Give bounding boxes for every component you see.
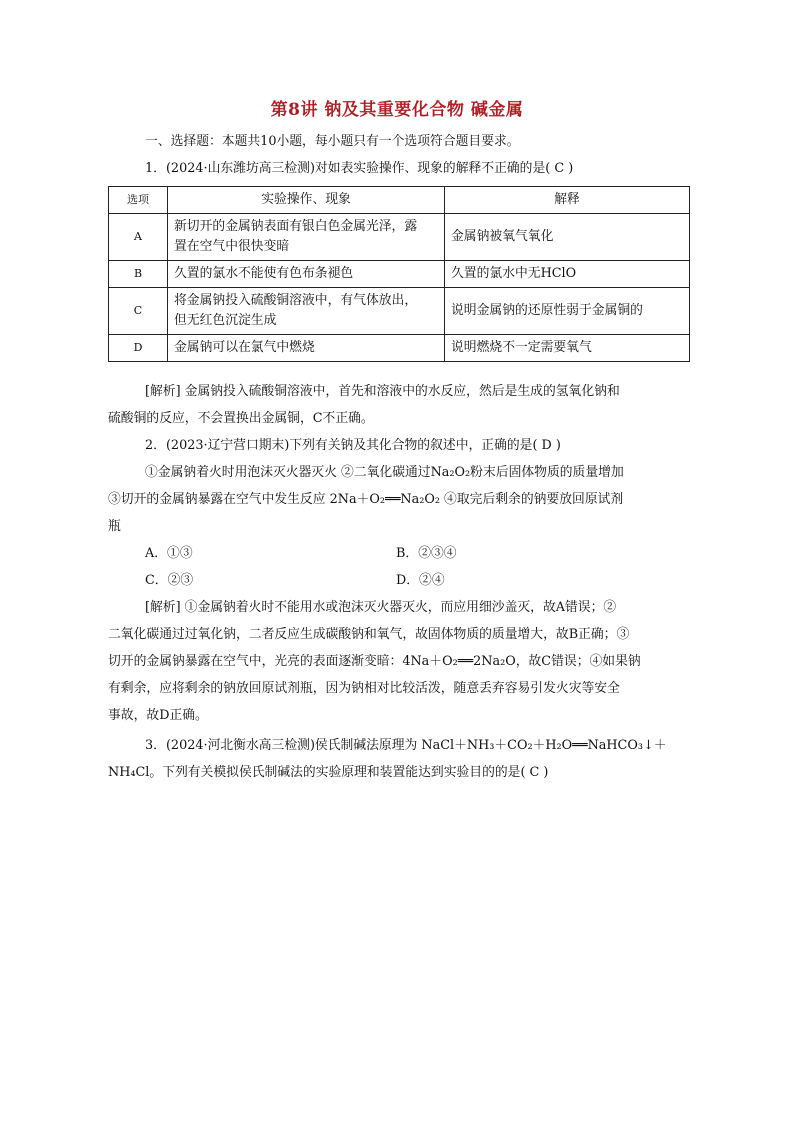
operation-line: 久置的氯水不能使有色布条褪色	[174, 266, 354, 281]
table-header-cell: 选项	[109, 187, 168, 214]
question-2-analysis-line: 二氧化碳通过过氧化钠，二者反应生成碳酸钠和氧气，故固体物质的质量增大，故B正确；③	[108, 627, 630, 642]
question-2-item-line: ③切开的金属钠暴露在空气中发生反应 2Na＋O₂══Na₂O₂ ④取完后剩余的钠要放回原试剂	[108, 492, 624, 507]
table-cell-explanation: 说明燃烧不一定需要氧气	[445, 335, 690, 362]
operation-line: 新切开的金属钠表面有银白色金属光泽，露	[174, 219, 418, 234]
question-2-analysis-line: 切开的金属钠暴露在空气中，光亮的表面逐渐变暗：4Na＋O₂══2Na₂O，故C错误；④如果钠	[108, 654, 641, 669]
question-2-option-d: D．②④	[396, 573, 445, 588]
question-1-analysis-line: [解析] 金属钠投入硫酸铜溶液中，首先和溶液中的水反应，然后是生成的氢氧化钠和	[145, 384, 620, 399]
table-row	[109, 288, 690, 335]
table-cell-option: A	[109, 214, 168, 261]
question-1-analysis-line: 硫酸铜的反应，不会置换出金属铜，C不正确。	[108, 411, 374, 426]
question-2-analysis-line: 有剩余，应将剩余的钠放回原试剂瓶，因为钠相对比较活泼，随意丢弃容易引发火灾等安全	[108, 681, 620, 696]
table-header-cell: 解释	[445, 187, 690, 214]
question-2-item-line: ①金属钠着火时用泡沫灭火器灭火 ②二氧化碳通过Na₂O₂粉末后固体物质的质量增加	[145, 465, 624, 480]
question-2-option-b: B．②③④	[396, 546, 457, 561]
question-2-option-a: A．①③	[145, 546, 193, 561]
question-1-table	[108, 186, 690, 362]
table-row	[109, 214, 690, 261]
operation-line: 将金属钠投入硫酸铜溶液中，有气体放出，	[174, 293, 418, 308]
operation-line: 金属钠可以在氯气中燃烧	[174, 340, 315, 355]
question-1-stem: 1．(2024·山东潍坊高三检测)对如表实验操作、现象的解释不正确的是( C )	[145, 161, 574, 176]
table-row	[109, 261, 690, 288]
question-2-stem: 2．(2023·辽宁营口期末)下列有关钠及其化合物的叙述中，正确的是( D )	[145, 438, 561, 453]
question-2-analysis-line: 事故，故D正确。	[108, 708, 208, 723]
table-cell-option: D	[109, 335, 168, 362]
page-title: 第8讲 钠及其重要化合物 碱金属	[270, 100, 524, 120]
operation-line: 置在空气中很快变暗	[174, 239, 290, 254]
question-3-stem-line: NH₄Cl。下列有关模拟侯氏制碱法的实验原理和装置能达到实验目的的是( C )	[108, 765, 549, 780]
table-header-cell: 实验操作、现象	[168, 187, 445, 214]
table-cell-option: B	[109, 261, 168, 288]
table-cell-operation	[168, 335, 445, 362]
table-cell-explanation: 说明金属钠的还原性弱于金属铜的	[445, 288, 690, 335]
table-header-row	[109, 187, 690, 214]
table-cell-operation	[168, 261, 445, 288]
table-cell-operation	[168, 214, 445, 261]
question-2-analysis-line: [解析] ①金属钠着火时不能用水或泡沫灭火器灭火，而应用细沙盖灭，故A错误；②	[145, 600, 617, 615]
table-cell-operation	[168, 288, 445, 335]
table-cell-explanation: 久置的氯水中无HClO	[445, 261, 690, 288]
operation-line: 但无红色沉淀生成	[174, 313, 277, 328]
table-row	[109, 335, 690, 362]
question-2-item-line: 瓶	[108, 519, 121, 534]
table-cell-explanation: 金属钠被氧气氧化	[445, 214, 690, 261]
table-cell-option: C	[109, 288, 168, 335]
question-2-option-c: C．②③	[145, 573, 194, 588]
section-heading: 一、选择题：本题共10小题，每小题只有一个选项符合题目要求。	[145, 134, 520, 149]
question-3-stem-line: 3．(2024·河北衡水高三检测)侯氏制碱法原理为 NaCl＋NH₃＋CO₂＋H₂O══NaHCO₃↓＋	[145, 738, 667, 753]
